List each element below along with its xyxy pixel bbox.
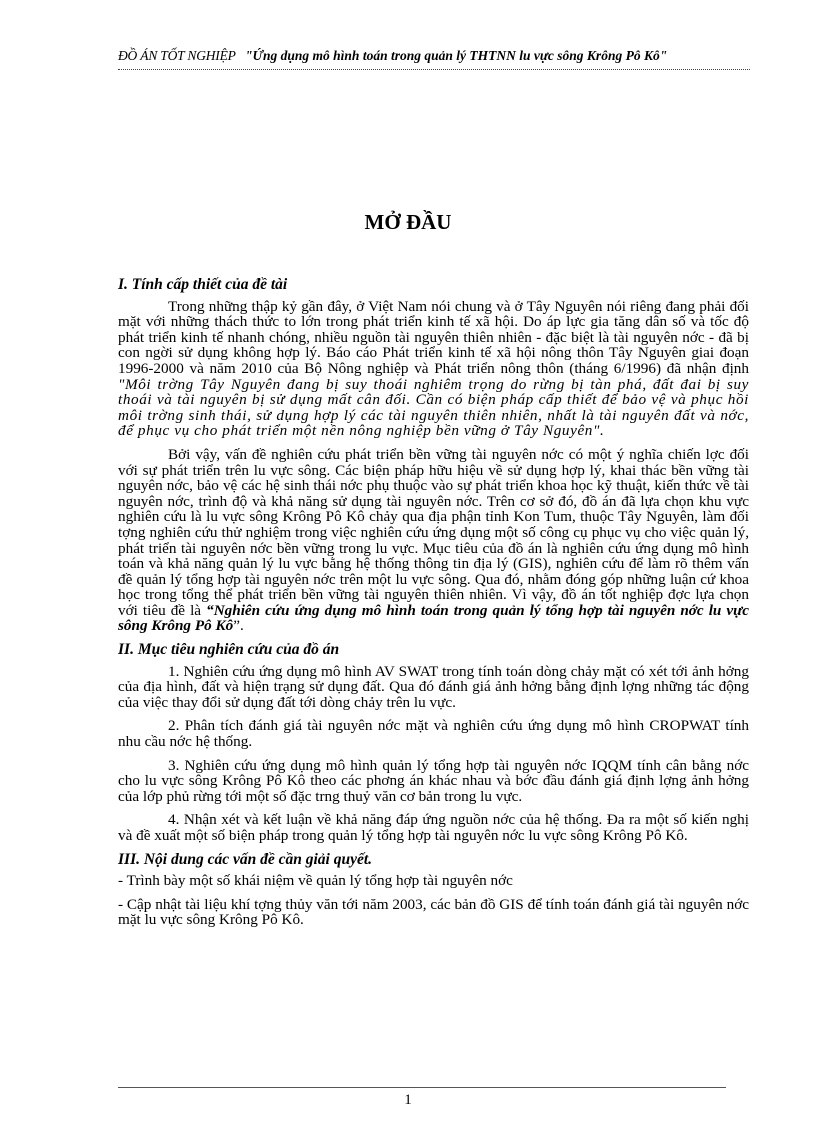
- objective-item-4: 4. Nhận xét và kết luận về khả năng đáp ứng nguồn nớc của hệ thống. Đa ra một số kiến nghị và đề xuất một số biện pháp trong quản lý tổng hợp tài nguyên nớc lu vực sông Krông Pô Kô.: [118, 811, 749, 844]
- header-label: ĐỒ ÁN TỐT NGHIỆP: [118, 48, 236, 63]
- header-divider: [118, 69, 750, 70]
- section-heading-1: I. Tính cấp thiết của đề tài: [118, 276, 288, 293]
- thesis-title-text: “Nghiên cứu ứng dụng mô hình toán trong quản lý tổng hợp tài nguyên nớc lu vực sông Krông Pô Kô: [118, 601, 749, 635]
- paragraph-1: [118, 299, 749, 439]
- objective-item-1: 1. Nghiên cứu ứng dụng mô hình AV SWAT trong tính toán dòng chảy mặt có xét tới ảnh hởng của địa hình, đất và hiện trạng sử dụng đất. Qua đó đánh giá ảnh hởng bằng định lợng những tác động của việc thay đổi sử dụng đất tới dòng chảy trên lu vực.: [118, 662, 749, 711]
- footer-divider: [118, 1087, 726, 1088]
- content-item-2: - Cập nhật tài liệu khí tợng thủy văn tới năm 2003, các bản đồ GIS để tính toán đánh giá tài nguyên nớc mặt lu vực sông Krông Pô Kô.: [118, 895, 749, 929]
- page-title: MỞ ĐẦU: [364, 210, 452, 234]
- section-heading-2: II. Mục tiêu nghiên cứu của đồ án: [118, 641, 340, 659]
- page-number: 1: [404, 1092, 412, 1108]
- paragraph-text: Trong những thập kỷ gần đây, ở Việt Nam nói chung và ở Tây Nguyên nói riêng đang phải đối mặt với những thách thức to lớn trong phát triển kinh tế xã hội. Do áp lực gia tăng dân số và tốc độ phát triển kinh tế nhanh chóng, nhiều nguồn tài nguyên thiên nhiên - đặc biệt là tài nguyên nớc - đã bị con ngời sử dụng không hợp lý. Báo cáo Phát triển kinh tế xã hội nông thôn Tây Nguyên giai đoạn 1996-2000 và năm 2010 của Bộ Nông nghiệp và Phát triển nông thôn (tháng 6/1996) đã nhận định: [118, 297, 749, 377]
- section-heading-3: III. Nội dung các vấn đề cần giải quyết.: [118, 850, 373, 868]
- paragraph-text: Bởi vậy, vấn đề nghiên cứu phát triển bền vững tài nguyên nớc có một ý nghĩa chiến lợc đối với sự phát triển trên lu vực sông. Các biện pháp hữu hiệu về sử dụng hợp lý, khai thác bền vững tài nguyên nớc, bảo vệ các hệ sinh thái nớc phụ thuộc vào sự phát triển khoa học kỹ thuật, kiến thức về tài nguyên nớc, trình độ và khả năng sử dụng tài nguyên nớc. Trên cơ sở đó, đồ án đã lựa chọn khu vực nghiên cứu là lu vực sông Krông Pô Kô chảy qua địa phận tỉnh Kon Tum, thuộc Tây Nguyên, làm đối tợng nghiên cứu thử nghiệm trong việc nghiên cứu ứng dụng một số công cụ phục vụ cho việc quản lý, phát triển tài nguyên nớc bền vững trong lu vực. Mục tiêu của đồ án là nghiên cứu ứng dụng mô hình toán và khả năng quản lý lu vực bằng hệ thống thông tin địa lý (GIS), nghiên cứu để làm rõ thêm vấn đề quản lý tổng hợp tài nguyên nớc trên một lu vực sông. Qua đó, nhằm đóng góp những luận cứ khoa học trong tổng thể phát triển bền vững tài nguyên thiên nhiên. Vì vậy, đồ án tốt nghiệp đợc lựa chọn với tiêu đề là: [118, 445, 749, 619]
- paragraph-2: [118, 447, 749, 634]
- document-body: [118, 277, 749, 936]
- running-header: [118, 48, 748, 64]
- paragraph-end: ”.: [233, 617, 244, 635]
- objective-item-3: 3. Nghiên cứu ứng dụng mô hình quản lý tổng hợp tài nguyên nớc IQQM tính cân bằng nớc cho lu vực sông Krông Pô Kô theo các phơng án khác nhau và bớc đầu đánh giá định lợng ảnh hởng của lớp phủ rừng tới một số đặc trng thuỷ văn cơ bản trong lu vực.: [118, 756, 749, 805]
- quote-text: "Môi trờng Tây Nguyên đang bị suy thoái nghiêm trọng do rừng bị tàn phá, đất đai bị suy thoái và tài nguyên bị sử dụng mất cân đối. Cần có biện pháp cấp thiết để bảo vệ và phục hồi môi trờng sinh thái, sử dụng hợp lý các tài nguyên thiên nhiên, nhất là tài nguyên đất và nớc, để phục vụ cho phát triển một nền nông nghiệp bền vững ở Tây Nguyên".: [118, 375, 749, 440]
- objective-item-2: 2. Phân tích đánh giá tài nguyên nớc mặt và nghiên cứu ứng dụng mô hình CROPWAT tính nhu cầu nớc hệ thống.: [118, 717, 749, 751]
- content-item-1: - Trình bày một số khái niệm về quản lý tổng hợp tài nguyên nớc: [118, 872, 513, 890]
- header-thesis-title: "Ứng dụng mô hình toán trong quản lý THTNN lu vực sông Krông Pô Kô": [245, 48, 668, 63]
